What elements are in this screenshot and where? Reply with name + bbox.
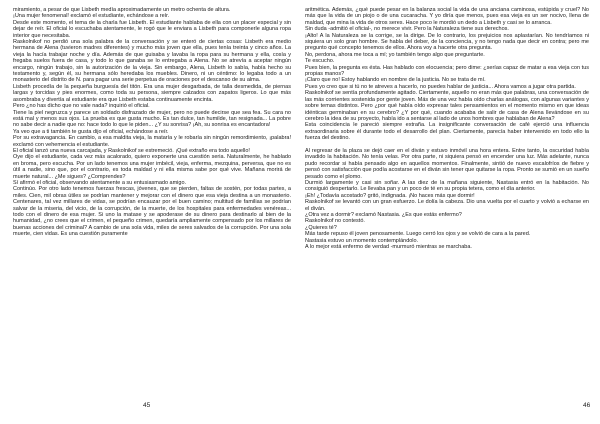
paragraph: Pues bien, la pregunta es ésta. Has hablado con elocuencia; pero dime: ¿serías capaz de matar a esa vieja con tus propias manos? xyxy=(305,64,589,78)
paragraph: Pero ¿no has dicho que no vale nada? inquirió el oficial. xyxy=(13,103,150,110)
paragraph: Más tarde repuso él joven penosamente. Luego cerró los ojos y se volvió de cara a la pared. xyxy=(305,231,531,238)
paragraph: Al regresar de la plaza se dejó caer en el diván y estuvo inmóvil una hora entera. Entre tanto, la oscuridad había invadido la habitación. No tenía velas. Por otra parte, ni siquiera pensó en encender una luz. Más adelante, nunca pudo recordar si había pensado algo en aquellos momentos. Finalmente, sintió de nuevo escalofríos de fiebre y pensó con satisfacción que podía acostarse en el diván sin tener que quitarse la ropa. Pronto se sumió en un sueño pesado como el plomo. xyxy=(305,147,589,180)
paragraph: Lisbeth procedía de la pequeña burguesía del titón. Era una mujer desgarbada, de talla desmedida, de piernas largas y torcidas y pies enormes, como toda su persona, siempre calzados con zapatos ligeros. Lo que más asombraba y divertía al estudiante era que Lisbeth estaba continuamente encinta. xyxy=(13,83,291,103)
paragraph: Sí afirmó el oficial, observando atentamente a su entusiasmado amigo. xyxy=(13,179,187,186)
paragraph: miramiento, a pesar de que Lisbeth medía aproximadamente un metro ochenta de altura. xyxy=(13,7,231,13)
page-number: 45 xyxy=(143,402,151,409)
paragraph: Raskolnikof se levantó con un gran esfuerzo. Le dolía la cabeza. Dio una vuelta por el cuarto y volvió a echarse en el diván. xyxy=(305,199,589,212)
paragraph: Sin duda -admitió el oficial-, no merece vivir. Pero la Naturaleza tiene sus derechos. xyxy=(305,26,509,33)
right-page-text xyxy=(305,7,589,250)
right-page xyxy=(300,0,600,424)
paragraph: Nastasia estuvo un momento contemplándolo. xyxy=(305,237,419,244)
paragraph: Oye dijo el estudiante, cada vez más acalorado, quiero exponerte una cuestión seria. Naturalmente, he hablado en broma, pero escucha. Por un lado tenemos una mujer imbécil, vieja, enferma, mezquina, perversa, que no es útil a nadie, sino que, por el contrario, es toda maldad y ni ella misma sabe por qué vive. Mañana morirá de muerte natural... ¿Me sigues? ¿Comprendes? xyxy=(13,154,291,180)
paragraph: aritmética. Además, ¿qué puede pesar en la balanza social la vida de una anciana caminosa, estúpida y cruel? No más que la vida de un piojo o de una cucaracha. Y yo diría que menos, pues esa vieja es un ser nocivo, llena de maldad, que mina la vida de otros seres. Hace poco le mordió un dedo a Lisbeth y casi se lo arranca. xyxy=(305,7,589,26)
paragraph: El oficial lanzó una nueva carcajada, y Raskolnikof se estremeció. ¡Qué extraño era todo aquello! xyxy=(13,147,250,154)
left-page-text xyxy=(13,7,291,238)
paragraph: ¡Eh! ¿Todavía acostado? gritó, indignada. ¡No haces más que dormir! xyxy=(305,192,475,199)
paragraph: ¡Claro que no! Estoy hablando en nombre de la justicia. No se trata de mí. xyxy=(305,77,486,84)
paragraph: ¿Quieres té? xyxy=(305,224,337,231)
paragraph: Te escucho. xyxy=(305,58,335,65)
paragraph: Continúo. Por otro lado tenemos fuerzas frescas, jóvenes, que se pierden, faltas de sostén, por todas partes, a miles. Cien, mil obras útiles se podrían mantener y mejorar con el dinero que esa vieja destina a un monasterio. Centenares, tal vez millares de vidas, se podrían encauzar por el buen camino; multitud de familias se podrían salvar de la miseria, del vicio, de la corrupción, de la muerte, de los hospitales para enfermedades venéreas... todo con el dinero de esa mujer. Si uno la matase y se apoderase de su dinero para destinarlo al bien de la humanidad, ¿no crees que el crimen, el pequeño crimen, quedaría ampliamente compensado por los millares de buenas acciones del criminal? A cambio de una sola vida, miles de seres salvados de la corrupción. Por una sola muerte, cien vidas. Es una cuestión puramente xyxy=(13,186,291,238)
paragraph: ¡Alto! A la Naturaleza se la corrige, se la dirige. De lo contrario, los prejuicios nos aplastarían. No tendríamos ni siquiera un solo gran hombre. Se habla del deber, de la conciencia, y no tengo nada que decir en contra; pero me pregunto qué concepto tenemos de ellos. Ahora voy a hacerte otra pregunta. xyxy=(305,32,589,52)
paragraph: ¿Otra vez a dormir? exclamó Nastasia. ¿Es que estás enfermo? xyxy=(305,211,462,218)
paragraph: Durmió largamente y casi sin soñar. A las diez de la mañana siguiente, Nastasia entró en la habitación. No consiguió despertarlo. Le llevaba pan y un poco de té en su propia tetera, como el día anterior. xyxy=(305,179,589,193)
paragraph: No, perdona, ahora me toca a mí; yo también tengo algo que preguntarte. xyxy=(305,51,485,58)
paragraph: Desde este momento, el tema de la charla fue Lisbeth. El estudiante hablaba de ella con un placer especial y sin dejar de reír. El oficial lo escuchaba atentamente, le rogó que le enviara a Lisbeth para componerle alguna ropa interior que necesitaba. xyxy=(13,19,291,39)
paragraph: Pues yo creo que si tú no te atreves a hacerlo, no puedes hablar de justicia... Ahora vamos a jugar otra partida. xyxy=(305,83,576,90)
paragraph: Raskolnikof se sentía profundamente agitado. Ciertamente, aquello no eran más que palabras, una conversación de las más corrientes sostenida por gente joven. Más de una vez había oído charlas análogas, con algunas variantes y sobre temas distintos. Pero ¿por qué había oído expresar tales pensamientos en el momento mismo en que ideas idénticas germinaban en su cerebro? ¿Y por qué, cuando acababa de salir de casa de Alena llevándose en su cerebro la idea de su proyecto, había ido a sentarse al lado de unos hombres que hablaban de Alena? xyxy=(305,90,589,122)
paragraph: Por su extravagancia. En cambio, a esa maldita vieja, la mataría y le robaría sin ningún remordimiento, ¡palabra! exclamó con vehemencia el estudiante. xyxy=(13,135,291,148)
paragraph: Ya veo que a ti también te gusta dijo el oficial, echándose a reír. xyxy=(13,128,169,135)
page-number: 46 xyxy=(583,402,591,409)
paragraph: ¡Una mujer fenomenal! exclamó el estudiante, echándose a reír. xyxy=(13,13,170,20)
paragraph: Raskolnikof no perdió una sola palabra de la conversación y se enteró de ciertas cosas: Lisbeth era medio hermana de Alena (tuvieron madres diferentes) y mucho más joven que ella, pues tenía treinta y cinco años. La vieja la hacía trabajar noche y día. Además de que guisaba y lavaba la ropa para su hermana y ella, cosía y fregaba suelos fuera de casa, y todo lo que ganaba se lo entregaba a Alena. No se atrevía a aceptar ningún encargo, ningún trabajo, sin la autorización de la vieja. Sin embargo, Alena, Lisbeth lo sabía, había hecho su testamento y, según él, su hermana sólo heredaba los muebles. Dinero, ni un céntimo: lo legaba todo a un monasterio del distrito de N. para pagar una serie perpetua de oraciones por el descanso de su alma. xyxy=(13,39,291,84)
paragraph: Raskolnikof no contestó. xyxy=(305,218,365,225)
paragraph: Esta coincidencia le pareció siempre extraña. La insignificante conversación de café ejerció una influencia extraordinaria sobre él durante todo el desarrollo del plan. Ciertamente, parecía haber intervenido en todo ello la fuerza del destino. xyxy=(305,122,589,142)
paragraph: A lo mejor está enfermo de verdad -murmuró mientras se marchaba. xyxy=(305,244,472,251)
paragraph: Tiene la piel negruzca y parece un soldado disfrazado de mujer, pero no puede decirse que sea fea. Su cara no está mal y menos sus ojos. La prueba es que gusta mucho. Es tan dulce, tan humilde, tan resignada... La pobre no sabe decir a nadie que no: hace todo lo que le piden... ¿Y su sonrisa? ¡Ah, su sonrisa es encantadora! xyxy=(13,109,291,129)
